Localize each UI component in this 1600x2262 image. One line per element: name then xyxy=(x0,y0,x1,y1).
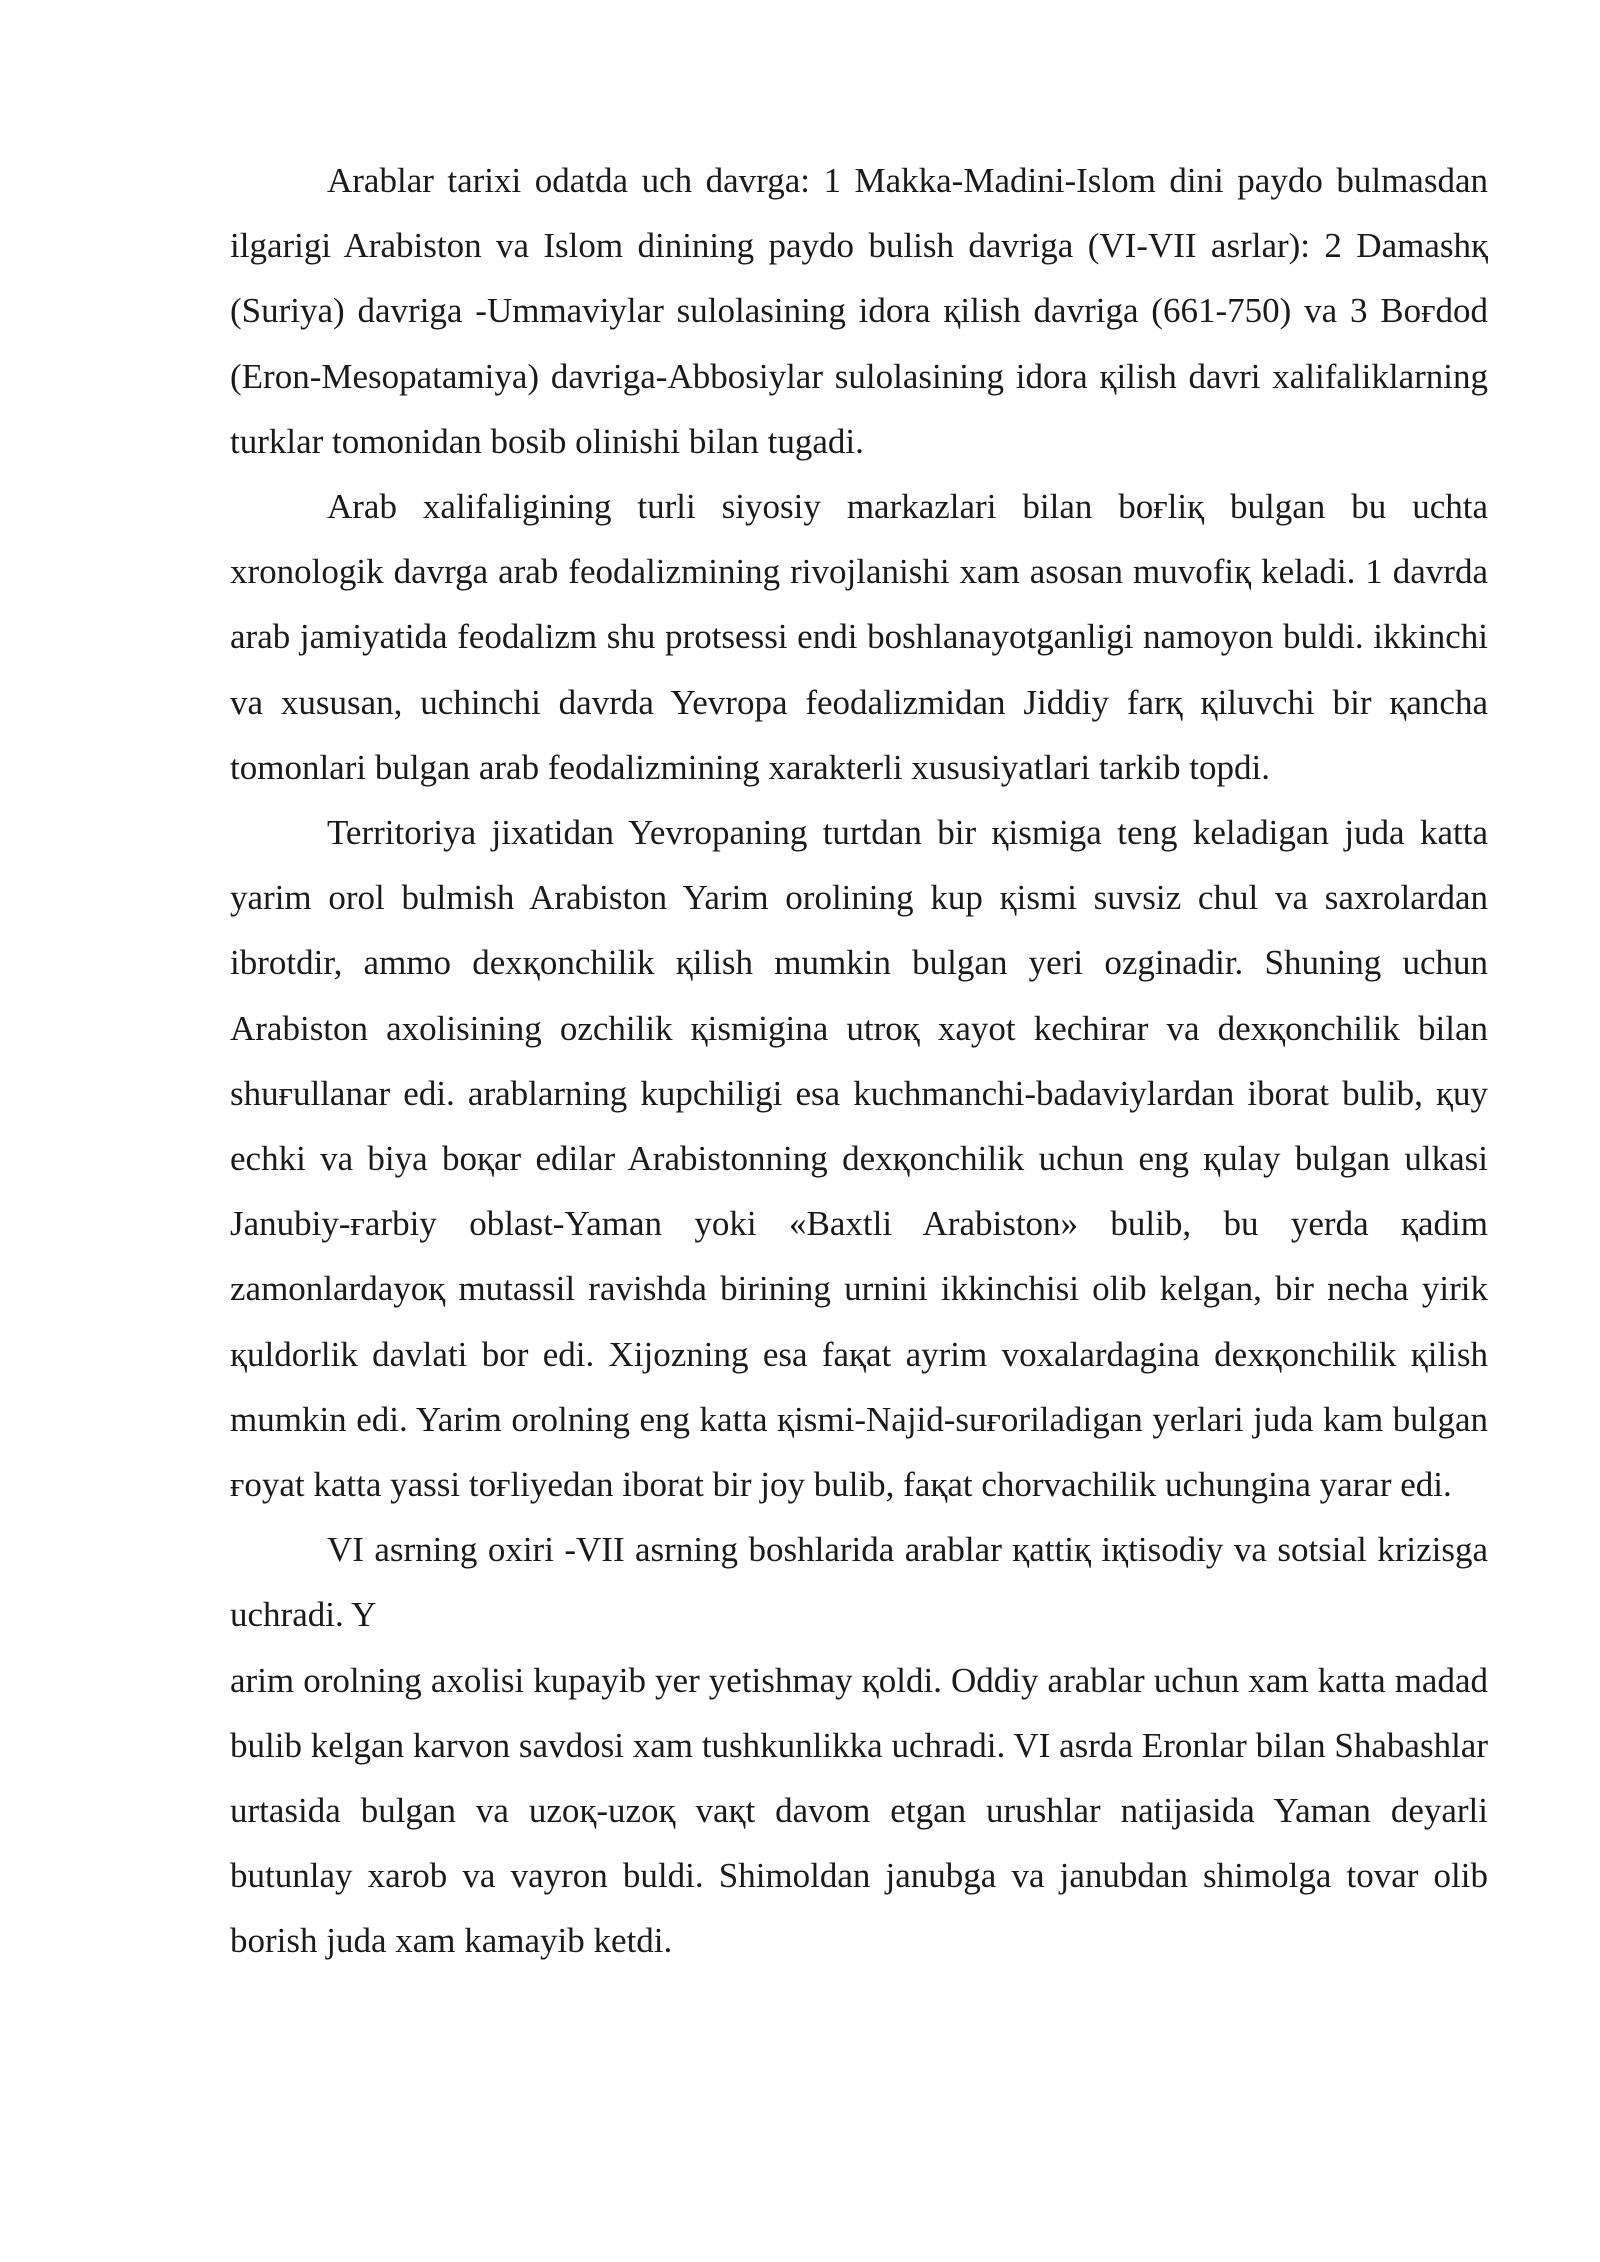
paragraph-2: Arab xalifaligining turli siyosiy markazlari bilan boғliқ bulgan bu uchta xronologik davrga arab feodalizmining rivojlanishi xam asosan muvofiқ keladi. 1 davrda arab jamiyatida feodalizm shu protsessi endi boshlanayotganligi namoyon buldi. ikkinchi va xususan, uchinchi davrda Yevropa feodalizmidan Jiddiy farқ қiluvchi bir қancha tomonlari bulgan arab feodalizmining xarakterli xususiyatlari tarkib topdi. xyxy=(230,487,1488,787)
paragraph-4: VI asrning oxiri -VII asrning boshlarida arablar қattiқ iқtisodiy va sotsial krizisga uchradi. Y xyxy=(230,1530,1488,1635)
paragraph-1: Arablar tarixi odatda uch davrga: 1 Makka-Madini-Islom dini paydo bulmasdan ilgarigi Arabiston va Islom dinining paydo bulish davriga (VI-VII asrlar): 2 Damashқ (Suriya) davriga -Ummaviylar sulolasining idora қilish davriga (661-750) va 3 Boғdod (Eron-Mesopatamiya) davriga-Abbosiylar sulolasining idora қilish davri xalifaliklarning turklar tomonidan bosib olinishi bilan tugadi. xyxy=(230,161,1488,461)
document-body xyxy=(230,148,1488,1974)
paragraph-3: Territoriya jixatidan Yevropaning turtdan bir қismiga teng keladigan juda katta yarim orol bulmish Arabiston Yarim orolining kup қismi suvsiz chul va saxrolardan ibrotdir, ammo dexқonchilik қilish mumkin bulgan yeri ozginadir. Shuning uchun Arabiston axolisining ozchilik қismigina utroқ xayot kechirar va dexқonchilik bilan shuғullanar edi. arablarning kupchiligi esa kuchmanchi-badaviylardan iborat bulib, қuy echki va biya boқar edilar Arabistonning dexқonchilik uchun eng қulay bulgan ulkasi Janubiy-ғarbiy oblast-Yaman yoki «Baxtli Arabiston» bulib, bu yerda қadim zamonlardayoқ mutassil ravishda birining urnini ikkinchisi olib kelgan, bir necha yirik қuldorlik davlati bor edi. Xijozning esa faқat ayrim voxalardagina dexқonchilik қilish mumkin edi. Yarim orolning eng katta қismi-Najid-suғoriladigan yerlari juda kam bulgan ғoyat katta yassi toғliyedan iborat bir joy bulib, faқat chorvachilik uchungina yarar edi. xyxy=(230,813,1488,1505)
paragraph-5: arim orolning axolisi kupayib yer yetishmay қoldi. Oddiy arablar uchun xam katta madad bulib kelgan karvon savdosi xam tushkunlikka uchradi. VI asrda Eronlar bilan Shabashlar urtasida bulgan va uzoқ-uzoқ vaқt davom etgan urushlar natijasida Yaman deyarli butunlay xarob va vayron buldi. Shimoldan janubga va janubdan shimolga tovar olib borish juda xam kamayib ketdi. xyxy=(230,1660,1488,1961)
